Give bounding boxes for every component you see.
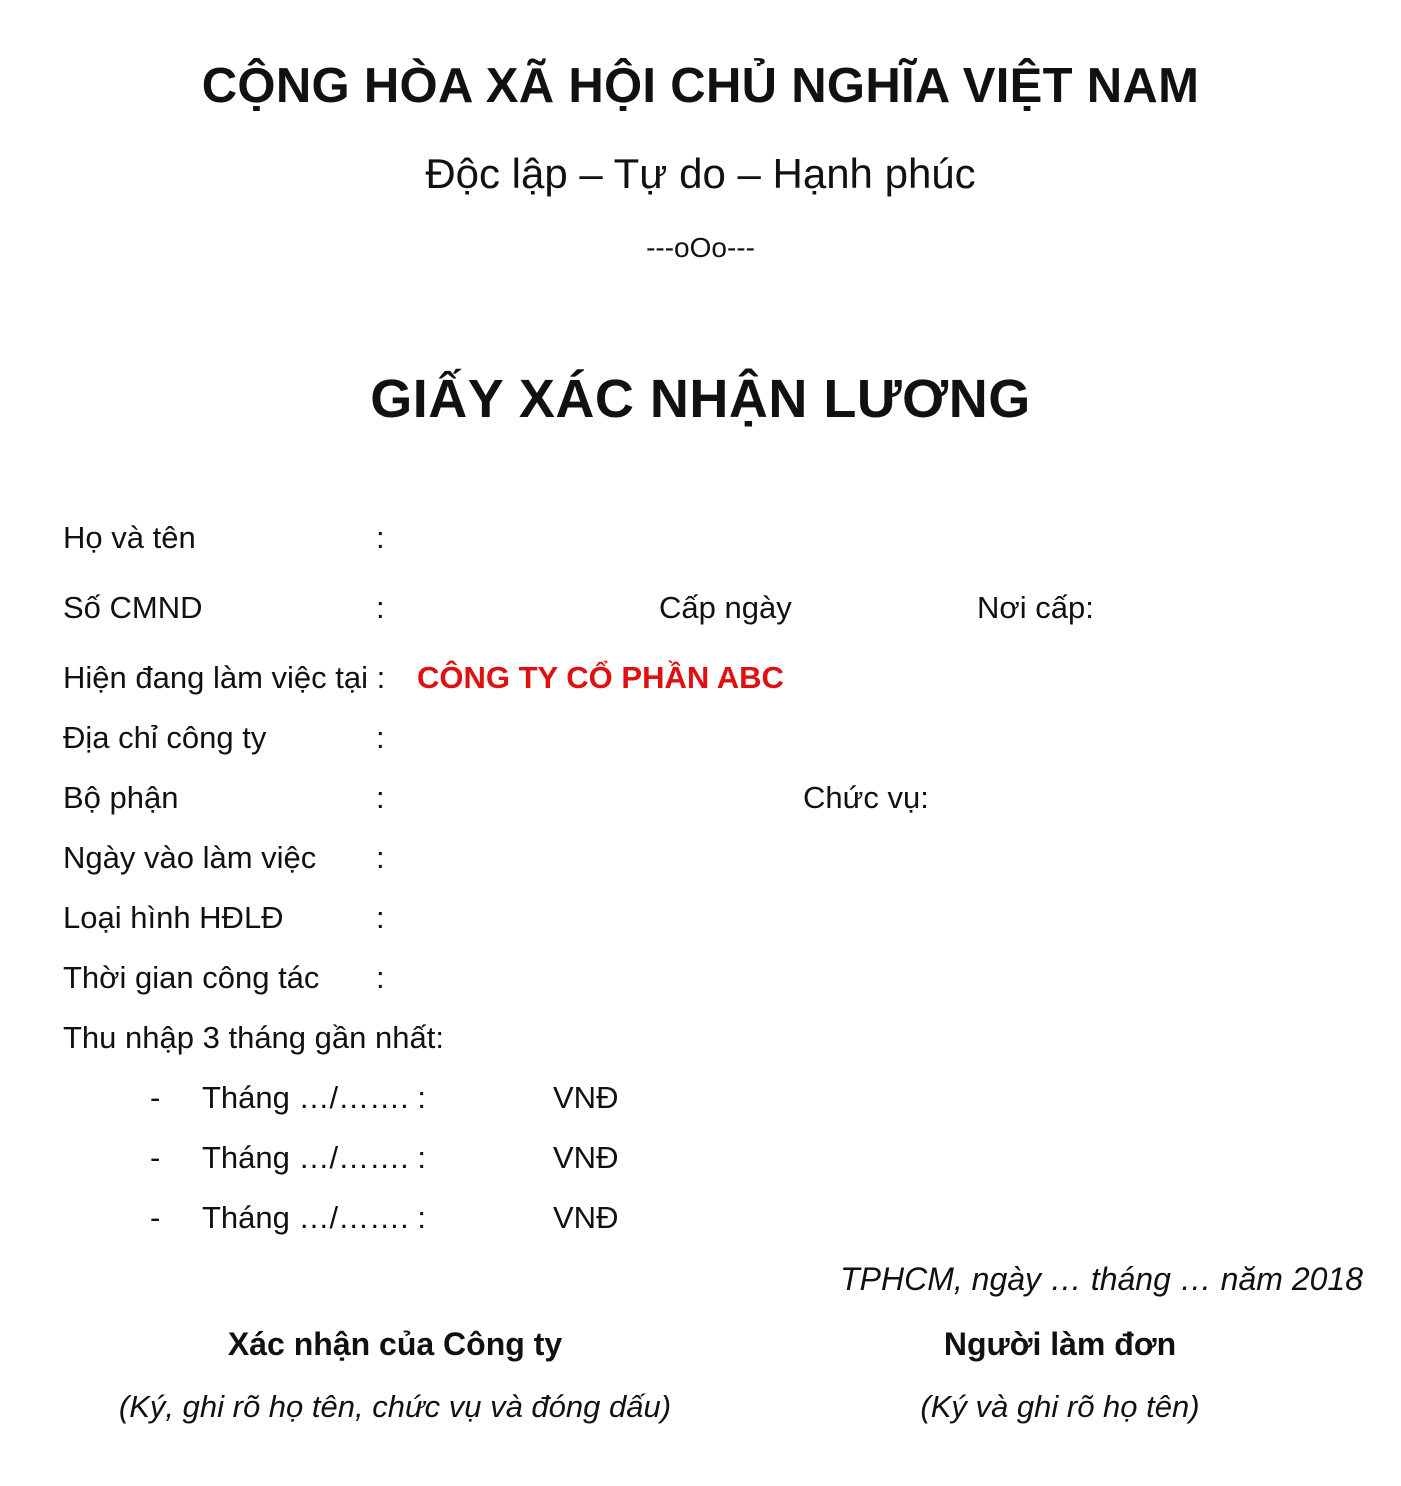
income-month-label: Tháng …/……. : [202,1080,426,1115]
income-currency: VNĐ [553,1200,619,1235]
company-address-label: Địa chỉ công ty [63,720,267,755]
company-address-colon: : [376,720,385,755]
tenure-label: Thời gian công tác [63,960,320,995]
income-bullet: - [150,1140,161,1175]
tenure-colon: : [376,960,385,995]
income-heading: Thu nhập 3 tháng gần nhất: [63,1020,444,1055]
full-name-label: Họ và tên [63,520,196,555]
issue-place-label: Nơi cấp: [977,590,1094,625]
start-date-colon: : [376,840,385,875]
contract-type-label: Loại hình HĐLĐ [63,900,284,935]
workplace-label: Hiện đang làm việc tại : [63,660,386,695]
income-bullet: - [150,1200,161,1235]
applicant-signature-block [810,1326,1310,1425]
company-signature-note: (Ký, ghi rõ họ tên, chức vụ và đóng dấu) [118,1389,672,1424]
company-signature-block [60,1326,730,1425]
date-line: TPHCM, ngày … tháng … năm 2018 [840,1261,1363,1297]
income-month-label: Tháng …/……. : [202,1140,426,1175]
income-currency: VNĐ [553,1140,619,1175]
company-signature-title: Xác nhận của Công ty [227,1326,563,1362]
document-title: GIẤY XÁC NHẬN LƯƠNG [370,369,1031,429]
applicant-signature-note: (Ký và ghi rõ họ tên) [920,1389,1200,1424]
income-currency: VNĐ [553,1080,619,1115]
full-name-colon: : [376,520,385,555]
department-label: Bộ phận [63,780,179,815]
issue-date-label: Cấp ngày [659,590,792,625]
id-number-colon: : [376,590,385,625]
company-name: CÔNG TY CỔ PHẦN ABC [417,660,784,695]
id-number-label: Số CMND [63,590,203,625]
ornament-divider: ---oOo--- [646,232,755,263]
applicant-signature-title: Người làm đơn [943,1326,1177,1362]
national-motto: Độc lập – Tự do – Hạnh phúc [425,150,976,197]
department-colon: : [376,780,385,815]
start-date-label: Ngày vào làm việc [63,840,317,875]
national-title: CỘNG HÒA XÃ HỘI CHỦ NGHĨA VIỆT NAM [201,59,1200,113]
income-month-label: Tháng …/……. : [202,1200,426,1235]
position-label: Chức vụ: [803,780,929,815]
contract-type-colon: : [376,900,385,935]
income-bullet: - [150,1080,161,1115]
